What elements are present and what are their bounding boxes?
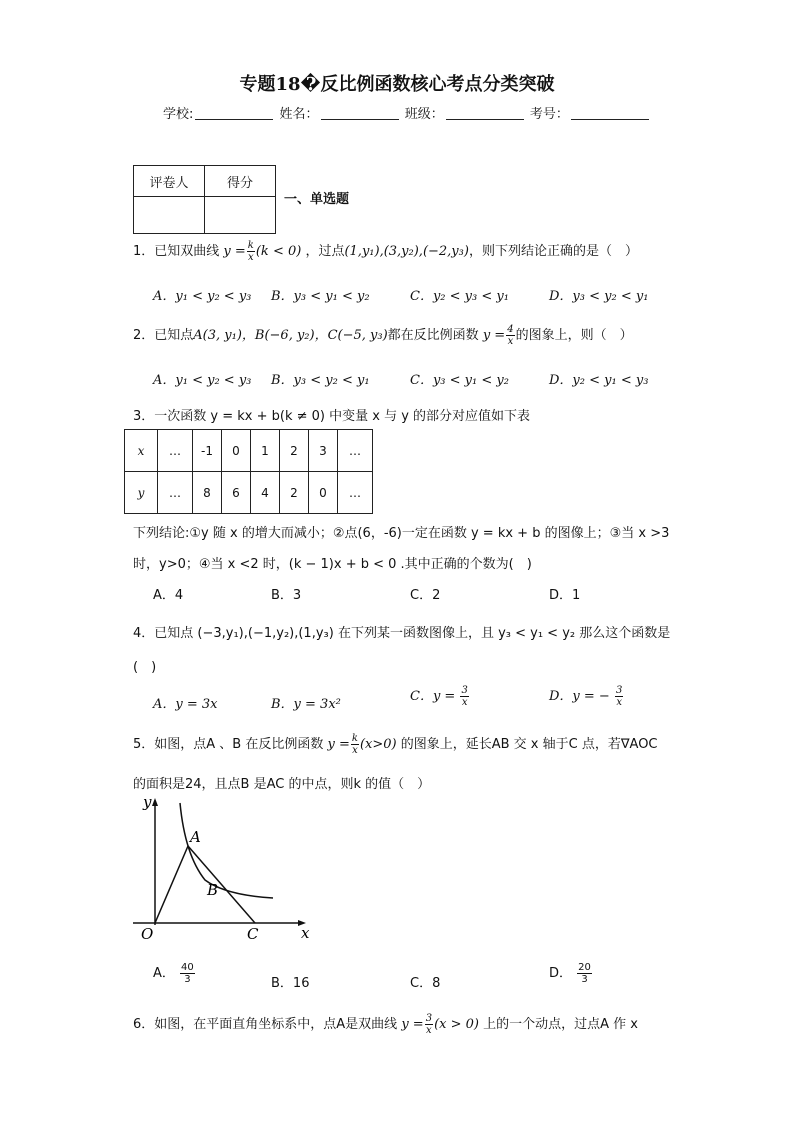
q5-figure xyxy=(125,795,325,945)
page-title: 专题18�反比例函数核心考点分类突破 xyxy=(239,74,555,95)
q5-condition: (x>0) xyxy=(359,737,397,752)
q6-prefix: 6．如图，在平面直角坐标系中，点A是双曲线 xyxy=(133,1017,398,1032)
table-cell: 2 xyxy=(280,430,309,472)
q5-y-eq: y = xyxy=(327,737,350,752)
q3-conclusions-line1: 下列结论:①y 随 x 的增大而减小；②点(6，-6)一定在函数 y = kx + b 的图像上；③当 x >3 xyxy=(133,526,670,541)
q1-option-b[interactable]: B．y₃ < y₁ < y₂ xyxy=(271,289,370,304)
q4-option-d-prefix: D．y = − xyxy=(549,689,610,704)
q4-option-d[interactable] xyxy=(549,685,624,708)
table-cell: 8 xyxy=(193,472,222,514)
school-blank[interactable] xyxy=(195,107,273,120)
q2-prefix: 2．已知点 xyxy=(133,328,194,343)
question-4-line1: 4．已知点 (−3,y₁),(−1,y₂),(1,y₃) 在下列某一函数图像上，且 y₃ < y₁ < y₂ 那么这个函数是 xyxy=(133,626,671,641)
table-cell: … xyxy=(158,430,193,472)
q4-option-d-fraction: $\frac{3}{x}$ xyxy=(615,685,623,708)
question-1 xyxy=(133,240,638,263)
table-cell: 2 xyxy=(280,472,309,514)
y-axis-arrow-icon xyxy=(152,798,158,806)
grader-cell[interactable] xyxy=(134,197,205,234)
segment-ac xyxy=(188,846,255,923)
q5-option-d-fraction: $\frac{20}{3}$ xyxy=(578,962,591,985)
label-c: C xyxy=(247,925,259,943)
q1-option-a[interactable]: A．y₁ < y₂ < y₃ xyxy=(153,289,252,304)
table-cell: 6 xyxy=(222,472,251,514)
grader-header: 评卷人 xyxy=(134,166,205,197)
q1-option-d[interactable]: D．y₃ < y₂ < y₁ xyxy=(549,289,649,304)
table-cell: … xyxy=(338,472,373,514)
table-cell: 3 xyxy=(309,430,338,472)
q1-mid: ，过点 xyxy=(305,244,345,259)
label-o: O xyxy=(141,925,154,943)
q2-points: A(3, y₁)，B(−6, y₂)，C(−5, y₃) xyxy=(193,328,388,343)
table-cell: 0 xyxy=(222,430,251,472)
q3-option-b[interactable]: B．3 xyxy=(271,588,302,603)
q2-fraction: $\frac{4}{x}$ xyxy=(507,324,514,347)
q5-option-a-prefix: A． xyxy=(153,966,175,981)
value-table xyxy=(124,429,373,514)
table-cell: x xyxy=(125,430,158,472)
exam-no-blank[interactable] xyxy=(571,107,649,120)
q5-option-b[interactable]: B．16 xyxy=(271,976,310,991)
q2-mid: 都在反比例函数 xyxy=(387,328,479,343)
q6-y-eq: y = xyxy=(401,1017,424,1032)
table-cell: … xyxy=(158,472,193,514)
table-row-x xyxy=(125,430,373,472)
q2-option-c[interactable]: C．y₃ < y₁ < y₂ xyxy=(410,373,509,388)
question-2 xyxy=(133,324,633,347)
section-heading: 一、单选题 xyxy=(284,192,350,207)
table-cell: … xyxy=(338,430,373,472)
name-label: 姓名： xyxy=(279,107,319,122)
q1-prefix: 1．已知双曲线 xyxy=(133,244,220,259)
class-label: 班级： xyxy=(404,107,444,122)
q2-suffix: 的图象上，则（ ） xyxy=(515,328,633,343)
table-row-y xyxy=(125,472,373,514)
q1-option-c[interactable]: C．y₂ < y₃ < y₁ xyxy=(410,289,509,304)
question-5-line2: 的面积是24，且点B 是AC 的中点，则k 的值（ ） xyxy=(133,777,431,792)
q2-option-a[interactable]: A．y₁ < y₂ < y₃ xyxy=(153,373,252,388)
q1-suffix: ，则下列结论正确的是（ ） xyxy=(468,244,638,259)
student-info-line xyxy=(163,103,651,122)
q1-points: (1,y₁),(3,y₂),(−2,y₃) xyxy=(344,244,469,259)
q4-option-c[interactable] xyxy=(410,685,470,708)
q5-prefix: 5．如图，点A 、B 在反比例函数 xyxy=(133,737,324,752)
q5-option-c[interactable]: C．8 xyxy=(410,976,441,991)
q3-option-d[interactable]: D．1 xyxy=(549,588,581,603)
q5-fraction: $\frac{k}{x}$ xyxy=(351,733,358,756)
school-label: 学校: xyxy=(163,107,194,122)
q6-condition: (x > 0) xyxy=(434,1017,479,1032)
label-b: B xyxy=(207,881,219,899)
q4-option-c-prefix: C．y = xyxy=(410,689,456,704)
q5-option-d-prefix: D． xyxy=(549,966,573,981)
table-cell: 4 xyxy=(251,472,280,514)
question-4-line2: ( ) xyxy=(133,660,157,675)
question-3: 3．一次函数 y = kx + b(k ≠ 0) 中变量 x 与 y 的部分对应值如下表 xyxy=(133,409,531,424)
segment-oa xyxy=(155,846,188,923)
label-y: y xyxy=(143,795,152,811)
label-x: x xyxy=(301,924,310,942)
q1-fraction: $\frac{k}{x}$ xyxy=(247,240,254,263)
exam-no-label: 考号： xyxy=(529,107,569,122)
name-blank[interactable] xyxy=(321,107,399,120)
table-cell: 0 xyxy=(309,472,338,514)
q1-condition: (k < 0) xyxy=(255,244,302,259)
q2-option-d[interactable]: D．y₂ < y₁ < y₃ xyxy=(549,373,649,388)
q4-option-c-fraction: $\frac{3}{x}$ xyxy=(461,685,468,708)
table-cell: y xyxy=(125,472,158,514)
q2-y-eq: y = xyxy=(482,328,506,343)
q4-option-a[interactable]: A．y = 3x xyxy=(153,697,218,712)
question-5-line1 xyxy=(133,733,658,756)
question-6-line1 xyxy=(133,1013,638,1036)
q2-option-b[interactable]: B．y₃ < y₂ < y₁ xyxy=(271,373,370,388)
q3-option-a[interactable]: A．4 xyxy=(153,588,184,603)
q4-option-b[interactable]: B．y = 3x² xyxy=(271,697,341,712)
q5-option-d[interactable] xyxy=(549,962,593,985)
table-cell: -1 xyxy=(193,430,222,472)
q5-option-a-fraction: $\frac{40}{3}$ xyxy=(181,962,194,985)
q3-conclusions-line2: 时，y>0；④当 x <2 时，(k − 1)x + b < 0 .其中正确的个数为( ) xyxy=(133,557,532,572)
score-header: 得分 xyxy=(205,166,276,197)
label-a: A xyxy=(190,828,201,846)
q1-y-eq: y = xyxy=(223,244,246,259)
hyperbola-curve xyxy=(180,803,273,898)
q5-option-a[interactable] xyxy=(153,962,196,985)
q3-option-c[interactable]: C．2 xyxy=(410,588,441,603)
q6-suffix: 上的一个动点，过点A 作 x xyxy=(483,1017,638,1032)
table-cell: 1 xyxy=(251,430,280,472)
score-table xyxy=(133,165,276,234)
q6-fraction: $\frac{3}{x}$ xyxy=(425,1013,433,1036)
q5-suffix: 的图象上，延长AB 交 x 轴于C 点，若∇AOC xyxy=(400,737,658,752)
class-blank[interactable] xyxy=(446,107,524,120)
score-cell[interactable] xyxy=(205,197,276,234)
